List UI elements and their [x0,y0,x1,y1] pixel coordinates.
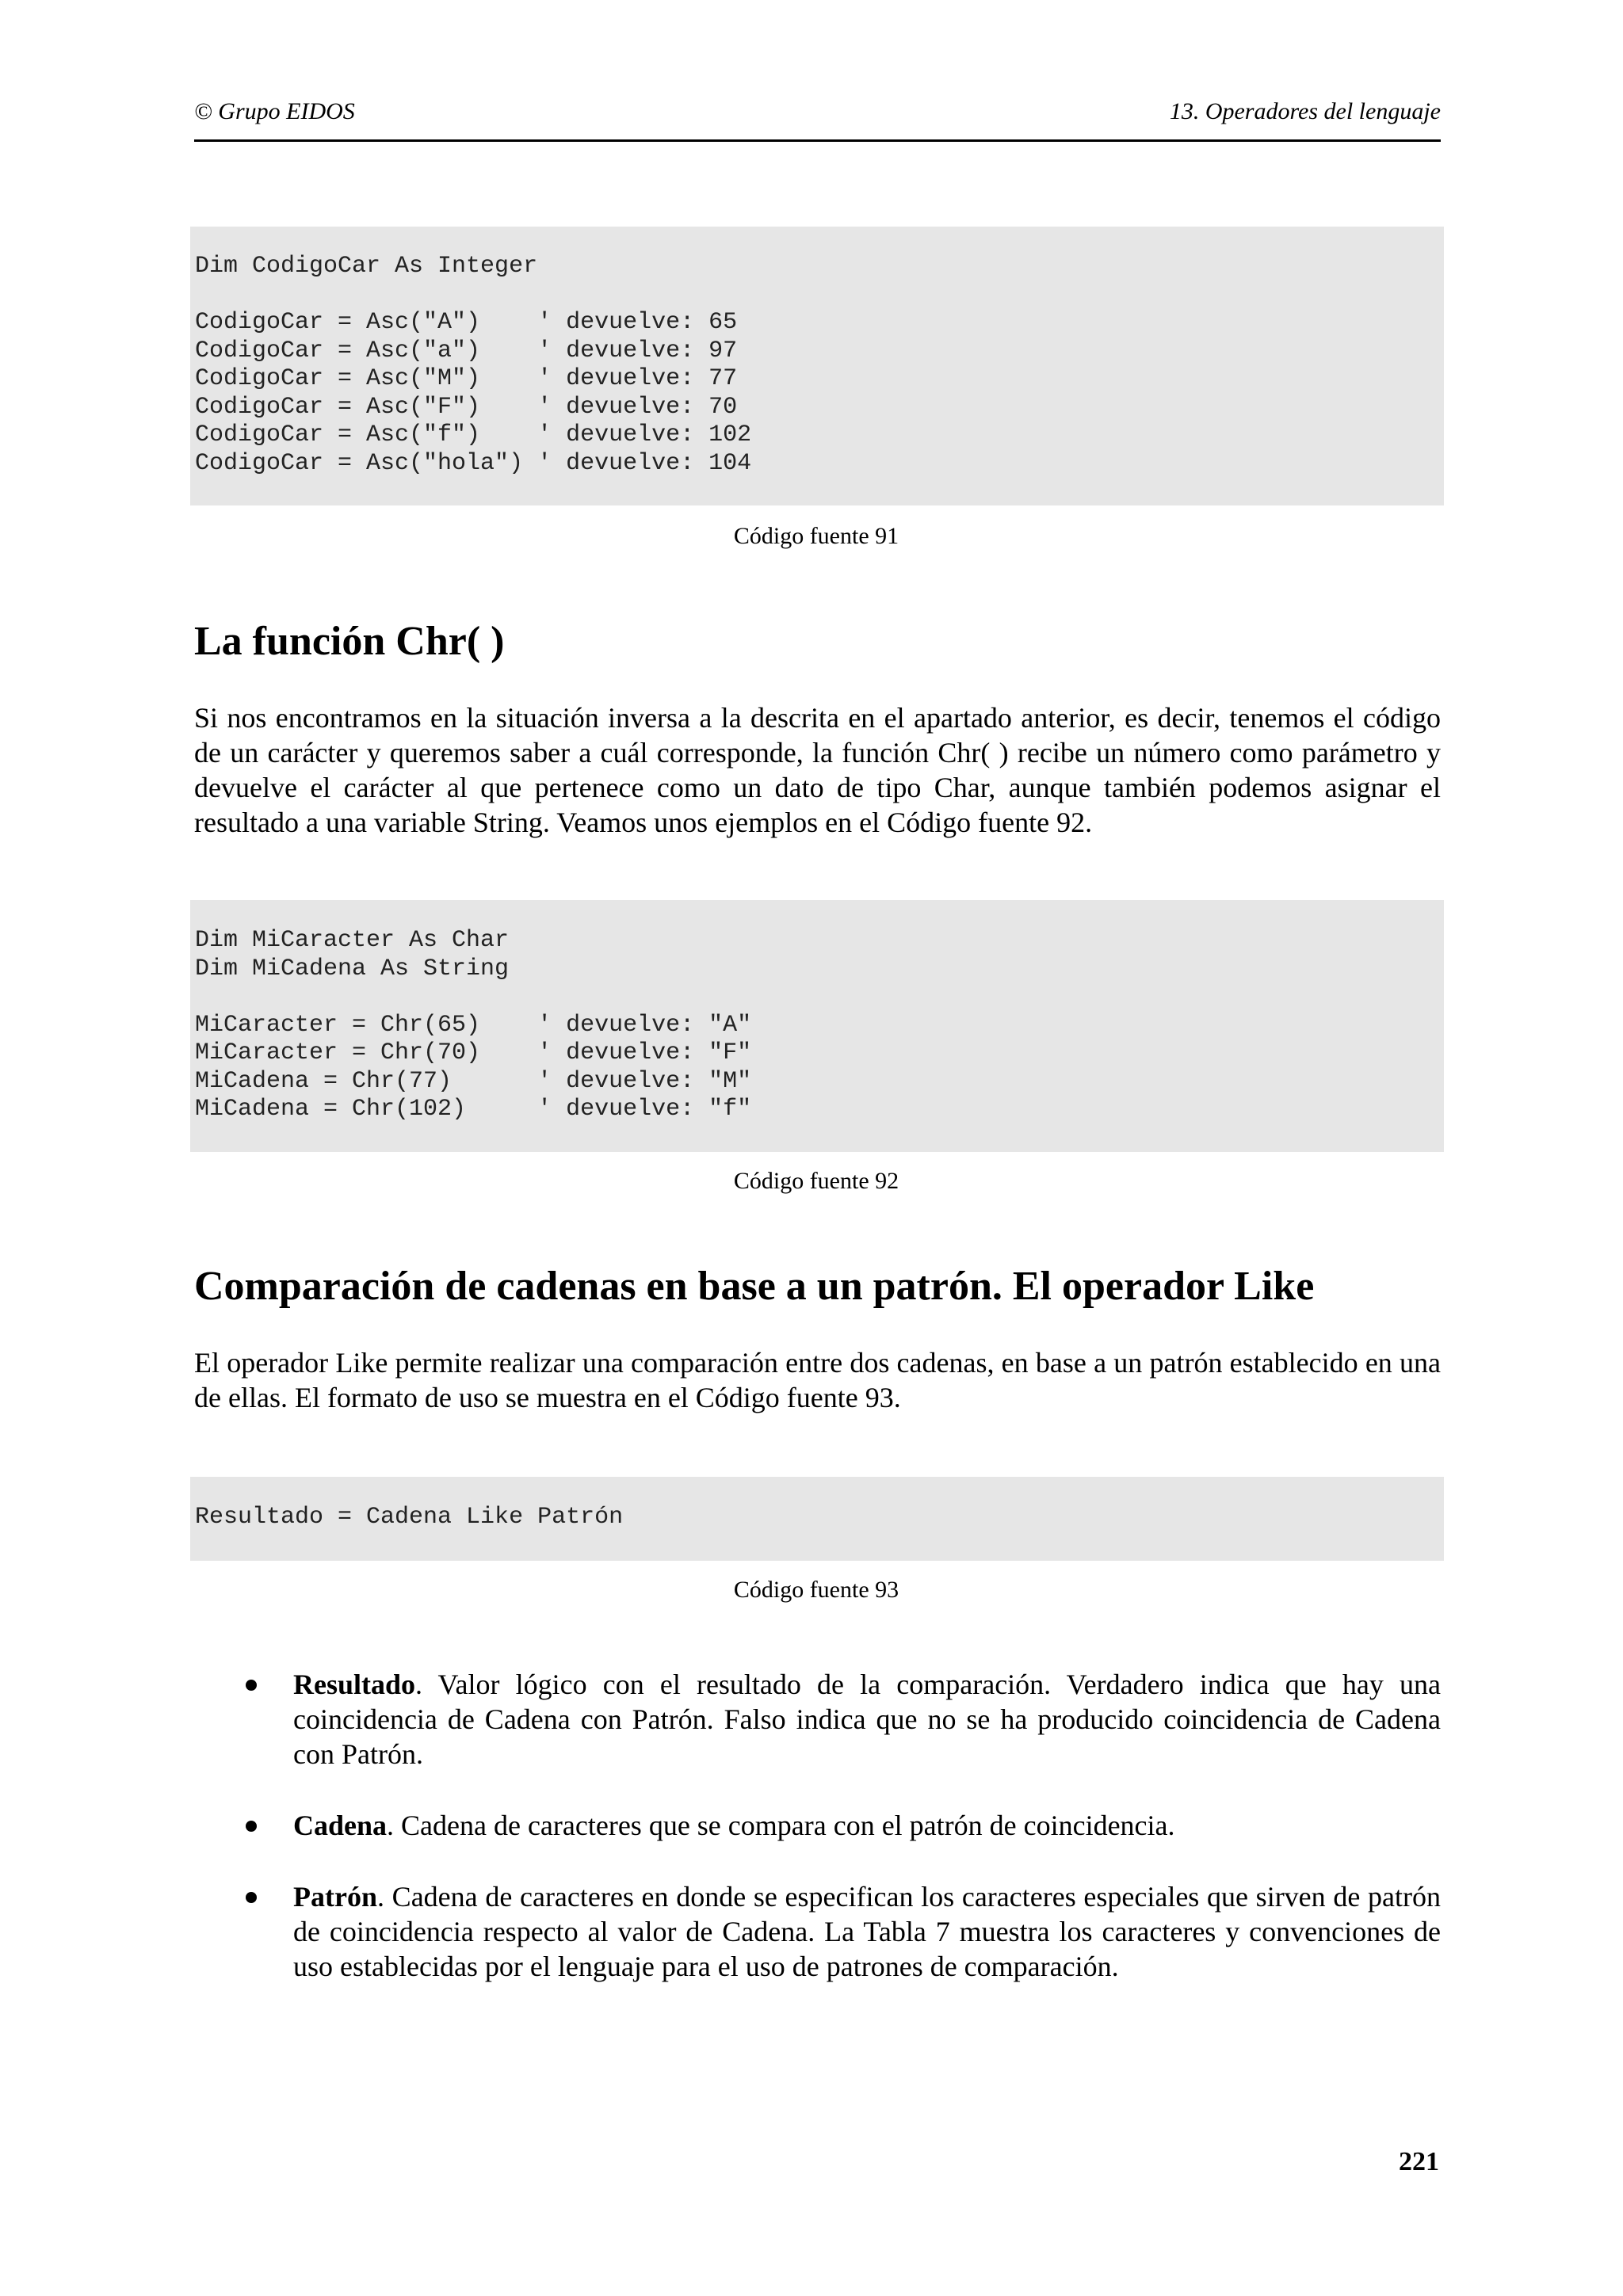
header-publisher: © Grupo EIDOS [194,98,355,124]
code-line: Resultado = Cadena Like Patrón [195,1504,624,1531]
heading-like-operator: Comparación de cadenas en base a un patrón. El operador Like [194,1264,1315,1309]
code-line: Dim MiCadena As String [195,955,510,982]
bullet-term: Patrón [293,1881,377,1913]
bullet-text: . Valor lógico con el resultado de la comparación. Verdadero indica que hay una coincidencia de Cadena con Patrón. Falso indica que no se ha producido coincidencia de Cadena con Patrón. [293,1669,1441,1770]
code-caption-92: Código fuente 92 [733,1168,899,1194]
code-caption-91: Código fuente 91 [733,523,899,549]
code-line: MiCadena = Chr(77) ' devuelve: "M" [195,1067,752,1095]
code-line: Dim CodigoCar As Integer [195,253,538,280]
bullet-text: . Cadena de caracteres en donde se especifican los caracteres especiales que sirven de patrón de coincidencia respecto al valor de Cadena. La Tabla 7 muestra los caracteres y convenciones de uso establecidas por el lenguaje para el uso de patrones de comparación. [293,1881,1441,1982]
bullet-term: Resultado [293,1669,416,1700]
code-line: CodigoCar = Asc("F") ' devuelve: 70 [195,393,738,421]
bullet-icon [246,1892,257,1903]
code-line [195,281,1444,310]
paragraph-like-operator: El operador Like permite realizar una comparación entre dos cadenas, en base a un patrón establecido en una de ellas. El formato de uso se muestra en el Código fuente 93. [194,1347,1441,1413]
code-line: CodigoCar = Asc("a") ' devuelve: 97 [195,337,738,364]
code-line: CodigoCar = Asc("M") ' devuelve: 77 [195,365,738,392]
bullet-text: . Cadena de caracteres que se compara con el patrón de coincidencia. [387,1810,1175,1841]
code-block-92 [190,900,1444,1152]
bullet-item-cadena [293,1808,1441,1843]
code-caption-93: Código fuente 93 [733,1577,899,1603]
page-header [194,93,1441,142]
bullet-item-patron [293,1879,1441,1984]
code-line: MiCadena = Chr(102) ' devuelve: "f" [195,1096,752,1123]
code-line [195,983,1444,1012]
header-chapter: 13. Operadores del lenguaje [1169,98,1441,124]
bullet-term: Cadena [293,1810,388,1841]
bullet-icon [246,1680,257,1691]
code-block-93 [190,1477,1444,1561]
code-line: CodigoCar = Asc("hola") ' devuelve: 104 [195,449,752,477]
bullet-item-resultado [293,1667,1441,1772]
code-line: CodigoCar = Asc("f") ' devuelve: 102 [195,421,752,448]
code-line: CodigoCar = Asc("A") ' devuelve: 65 [195,309,738,336]
page-number: 221 [1399,2147,1439,2176]
paragraph-chr-function: Si nos encontramos en la situación inversa a la descrita en el apartado anterior, es decir, tenemos el código de un carácter y queremos saber a cuál corresponde, la función Chr( ) recibe un número como parámetro y devuelve el carácter al que pertenece como un dato de tipo Char, aunque también podemos asignar el resultado a una variable String. Veamos unos ejemplos en el Código fuente 92. [194,702,1441,838]
code-line: MiCaracter = Chr(70) ' devuelve: "F" [195,1039,752,1066]
code-block-91 [190,227,1444,505]
heading-chr-function: La función Chr( ) [194,619,505,664]
code-line: Dim MiCaracter As Char [195,927,510,954]
code-line: MiCaracter = Chr(65) ' devuelve: "A" [195,1011,752,1039]
bullet-icon [246,1821,257,1832]
